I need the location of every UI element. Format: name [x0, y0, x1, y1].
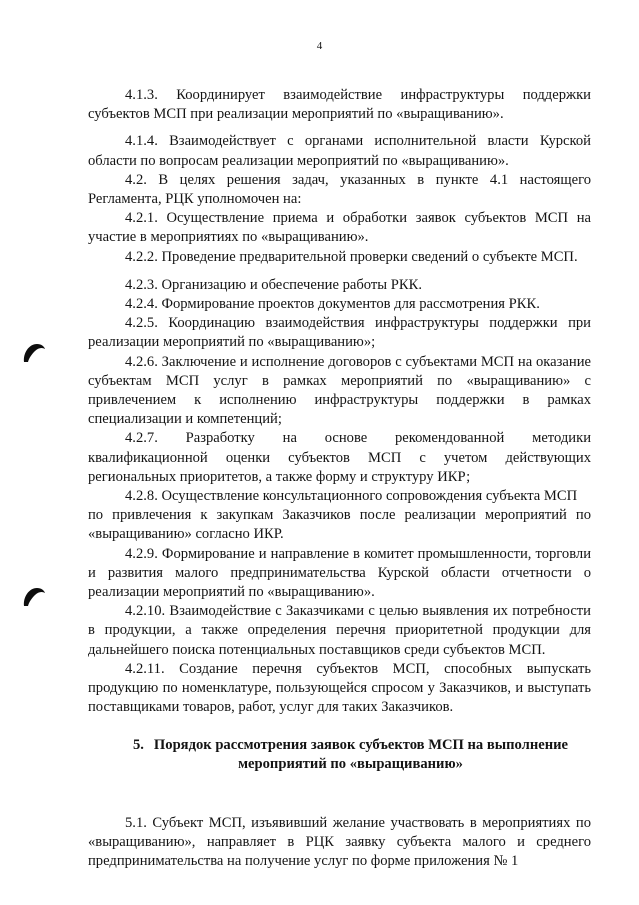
punch-hole-mark	[22, 585, 46, 607]
paragraph-4-2-2: 4.2.2. Проведение предварительной проверки сведений о субъекте МСП.	[125, 248, 578, 265]
page-number: 4	[316, 40, 323, 52]
paragraph-4-1-3: 4.1.3. Координирует взаимодействие инфраструктуры поддержки субъектов МСП при реализации мероприятий по «выращиванию».	[88, 87, 591, 123]
paragraph-4-1-4: 4.1.4. Взаимодействует с органами исполнительной власти Курской области по вопросам реализации мероприятий по «выращиванию».	[88, 133, 591, 169]
punch-hole-mark-icon	[22, 585, 46, 607]
paragraph-5-1: 5.1. Субъект МСП, изъявивший желание участвовать в мероприятиях по «выращиванию», направляет в РЦК заявку субъекта малого и среднего предпринимательства на получение услуг по форме приложения № 1	[88, 814, 591, 870]
punch-hole-mark-icon	[22, 341, 46, 363]
paragraph-4-2-4: 4.2.4. Формирование проектов документов для рассмотрения РКК.	[125, 296, 540, 313]
paragraph-4-2-6: 4.2.6. Заключение и исполнение договоров с субъектами МСП на оказание субъектам МСП услуг в рамках мероприятий по «выращиванию» с привлечением к исполнению инфраструктуры поддержки в рамках специализации и компетенций;	[88, 353, 591, 428]
paragraph-4-2-1: 4.2.1. Осуществление приема и обработки заявок субъектов МСП на участие в мероприятиях по «выращиванию».	[88, 210, 591, 246]
paragraph-4-2-7: 4.2.7. Разработку на основе рекомендованной методики квалификационной оценки субъектов МСП с учетом действующих региональных приоритетов, а также форму и структуру ИКР;	[88, 430, 591, 485]
section-number: 5.	[132, 736, 144, 753]
paragraph-4-2-8-continued: по привлечения к закупкам Заказчиков после реализации мероприятий по «выращиванию» согласно ИКР.	[88, 507, 591, 543]
section-heading	[88, 736, 591, 774]
paragraph-4-2-8: 4.2.8. Осуществление консультационного сопровождения субъекта МСП	[125, 488, 578, 505]
paragraph-4-2-3: 4.2.3. Организацию и обеспечение работы РКК.	[125, 276, 422, 293]
paragraph-4-2: 4.2. В целях решения задач, указанных в пункте 4.1 настоящего Регламента, РЦК уполномочен на:	[88, 171, 591, 208]
paragraph-4-2-11: 4.2.11. Создание перечня субъектов МСП, способных выпускать продукцию по номенклатуре, пользующейся спросом у Заказчиков, и выступать поставщиками товаров, работ, услуг для таких Заказчиков.	[88, 660, 591, 716]
paragraph-4-2-5: 4.2.5. Координацию взаимодействия инфраструктуры поддержки при реализации мероприятий по «выращиванию»;	[88, 315, 591, 351]
paragraph-4-2-10: 4.2.10. Взаимодействие с Заказчиками с целью выявления их потребности в продукции, а также определения перечня приоритетной продукции для дальнейшего поиска потенциальных поставщиков среди субъектов МСП.	[88, 603, 591, 658]
paragraph-4-2-9: 4.2.9. Формирование и направление в комитет промышленности, торговли и развития малого предпринимательства Курской области отчетности о реализации мероприятий по «выращиванию».	[88, 545, 591, 601]
punch-hole-mark	[22, 341, 46, 363]
section-title: Порядок рассмотрения заявок субъектов МСП на выполнение мероприятий по «выращиванию»	[153, 736, 569, 772]
document-body	[88, 86, 591, 872]
